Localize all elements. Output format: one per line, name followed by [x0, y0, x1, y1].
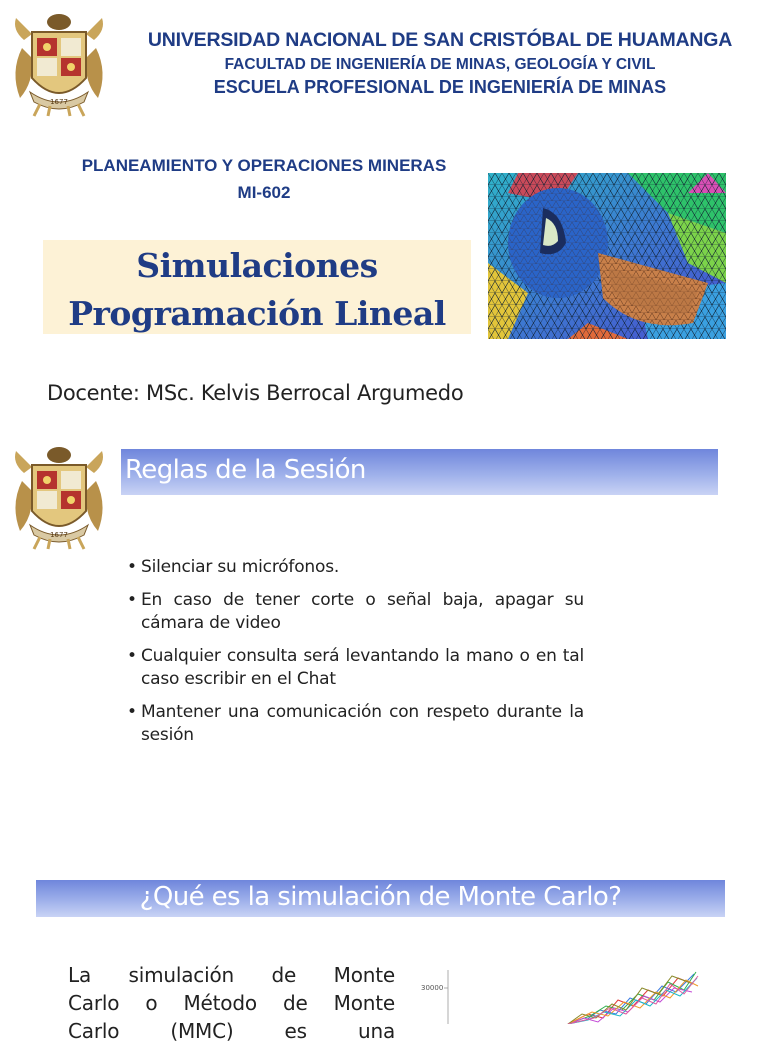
list-item [127, 645, 584, 691]
university-crest-logo [10, 12, 108, 118]
rules-heading-banner [121, 449, 718, 495]
montecarlo-paths-image [418, 970, 708, 1024]
bullet-icon: • [127, 702, 137, 722]
rule-text: Silenciar su micrófonos. [141, 557, 340, 577]
rules-list [127, 556, 584, 757]
simulation-mesh-image [488, 173, 726, 339]
crest-year-text-small: 1677 [50, 531, 68, 539]
university-crest-logo-small [10, 444, 108, 552]
rules-heading: Reglas de la Sesión [125, 455, 366, 485]
crest-year-text: 1677 [50, 98, 68, 106]
montecarlo-heading: ¿Qué es la simulación de Monte Carlo? [139, 882, 622, 912]
title-line-1: Simulaciones [136, 246, 378, 285]
list-item [127, 556, 584, 579]
bullet-icon: • [127, 590, 137, 610]
bullet-icon: • [127, 557, 137, 577]
university-name: UNIVERSIDAD NACIONAL DE SAN CRISTÓBAL DE HUAMANGA [147, 29, 733, 51]
title-box [43, 240, 471, 334]
course-name: PLANEAMIENTO Y OPERACIONES MINERAS [81, 156, 447, 175]
rule-text: Mantener una comunicación con respeto durante la sesión [141, 702, 584, 745]
school-name: ESCUELA PROFESIONAL DE INGENIERÍA DE MINAS [213, 77, 667, 97]
instructor-name: Docente: MSc. Kelvis Berrocal Argumedo [47, 381, 464, 405]
paragraph-line: La simulación de Monte [68, 963, 395, 987]
course-code: MI-602 [237, 183, 291, 202]
title-line-2: Programación Lineal [68, 294, 446, 333]
montecarlo-heading-banner [36, 880, 725, 917]
bullet-icon: • [127, 646, 137, 666]
chart-tick-label: 30000 [421, 984, 444, 992]
paragraph-line: Carlo (MMC) es una [68, 1019, 395, 1043]
rule-text: Cualquier consulta será levantando la mano o en tal caso escribir en el Chat [141, 646, 584, 689]
montecarlo-paragraph [68, 961, 395, 1045]
paragraph-line: Carlo o Método de Monte [68, 991, 395, 1015]
rule-text: En caso de tener corte o señal baja, apagar su cámara de video [141, 590, 584, 633]
list-item [127, 589, 584, 635]
list-item [127, 701, 584, 747]
faculty-name: FACULTAD DE INGENIERÍA DE MINAS, GEOLOGÍA Y CIVIL [224, 56, 656, 73]
